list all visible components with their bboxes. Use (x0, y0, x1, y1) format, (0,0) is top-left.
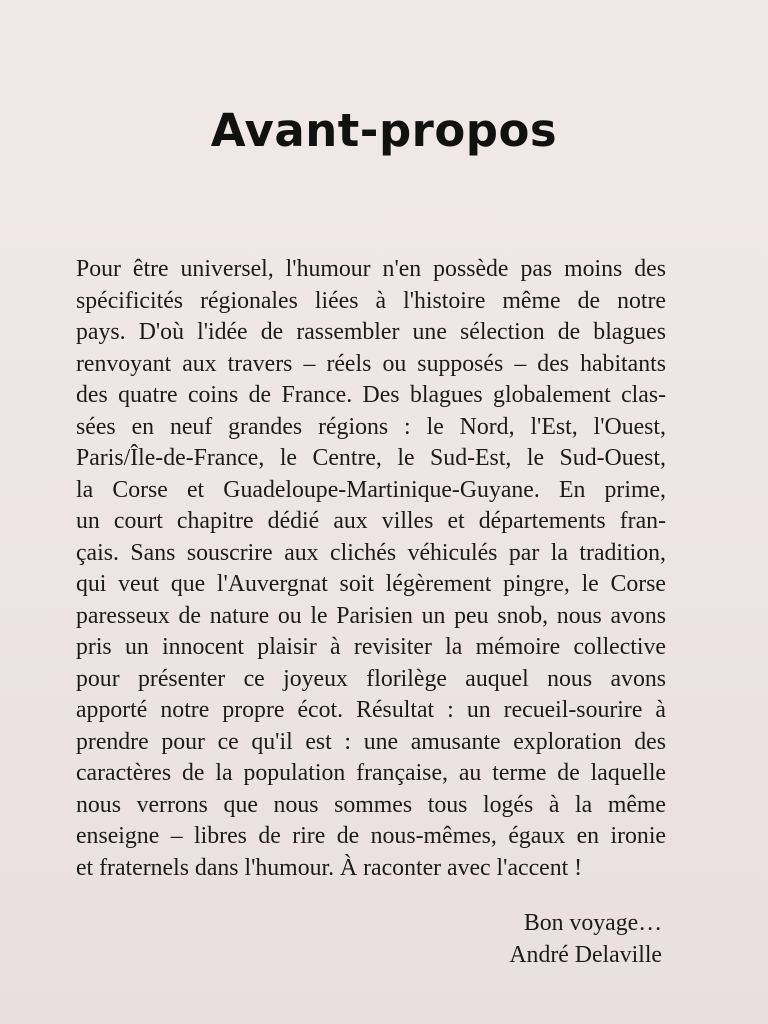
text-line: paresseux de nature ou le Parisien un peu snob, nous avons (76, 602, 666, 629)
text-line: des quatre coins de France. Des blagues globalement clas- (76, 382, 666, 408)
page-title: Avant-propos (210, 104, 558, 157)
text-line: qui veut que l'Auvergnat soit légèrement pingre, le Corse (76, 571, 666, 597)
text-line: Paris/Île-de-France, le Centre, le Sud-Est, le Sud-Ouest, (76, 445, 666, 471)
text-line: nous verrons que nous sommes tous logés à la même (76, 791, 666, 818)
text-line: spécificités régionales liées à l'histoire même de notre (76, 287, 666, 314)
text-line: un court chapitre dédié aux villes et départements fran- (76, 508, 666, 534)
text-line: Pour être universel, l'humour n'en possède pas moins des (76, 256, 666, 282)
text-line: pour présenter ce joyeux florilège auquel nous avons (76, 665, 666, 692)
signature-block (509, 907, 662, 971)
text-line: çais. Sans souscrire aux clichés véhiculés par la tradition, (76, 539, 666, 566)
text-line: apporté notre propre écot. Résultat : un recueil-sourire à (76, 697, 666, 723)
text-line: caractères de la population française, au terme de laquelle (76, 760, 666, 786)
text-line: sées en neuf grandes régions : le Nord, l'Est, l'Ouest, (76, 413, 666, 440)
text-line: pays. D'où l'idée de rassembler une sélection de blagues (76, 319, 666, 345)
text-line: prendre pour ce qu'il est : une amusante exploration des (76, 728, 666, 755)
text-line: la Corse et Guadeloupe-Martinique-Guyane. En prime, (76, 476, 666, 503)
foreword-paragraph (76, 254, 666, 884)
text-line: pris un innocent plaisir à revisiter la mémoire collective (76, 634, 666, 660)
text-line: renvoyant aux travers – réels ou supposés – des habitants (76, 350, 666, 377)
text-line: enseigne – libres de rire de nous-mêmes, égaux en ironie (76, 823, 666, 849)
text-line: et fraternels dans l'humour. À raconter avec l'accent ! (76, 854, 583, 881)
author-name: André Delaville (509, 942, 662, 968)
closing-line: Bon voyage… (523, 910, 662, 936)
